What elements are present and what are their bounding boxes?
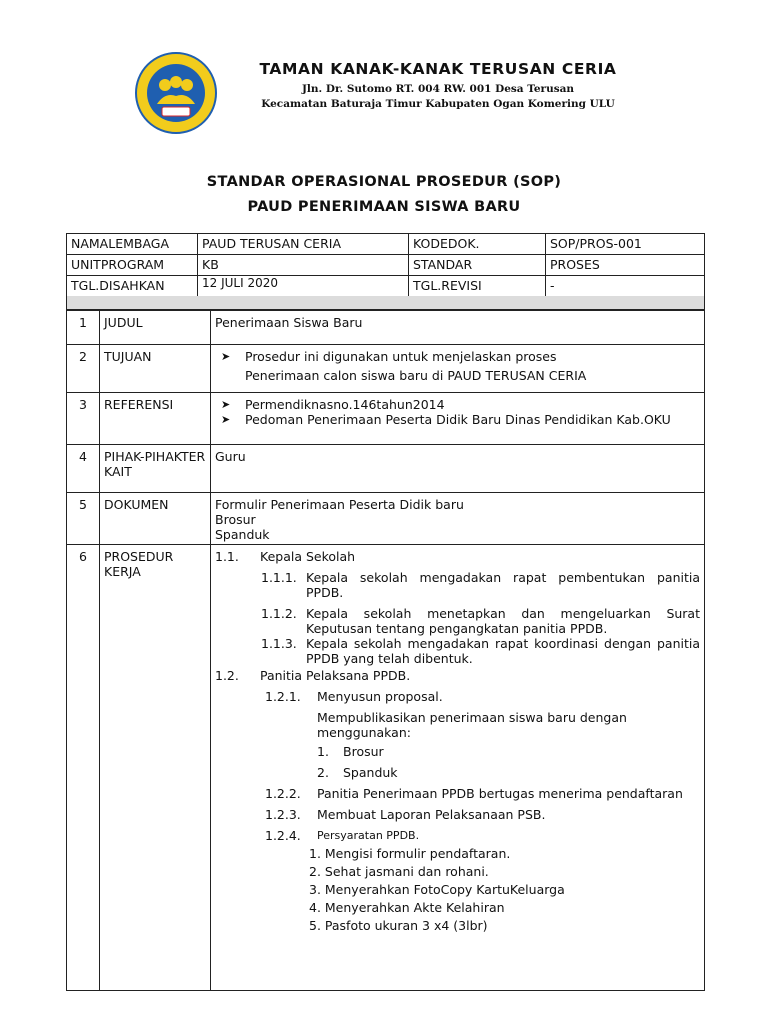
address-line-1: Jln. Dr. Sutomo RT. 004 RW. 001 Desa Terusan — [301, 83, 575, 95]
step-1-1-2: 1.1.2. Kepala sekolah menetapkan dan mengeluarkan Surat Keputusan tentang pengangkatan panitia PPDB. — [261, 606, 700, 636]
list-item: 2. Spanduk — [317, 765, 398, 780]
row-number: 5 — [67, 493, 100, 545]
step-1-2-4: 1.2.4. Persyaratan PPDB. — [265, 828, 420, 843]
table-cell: TGL.REVISI — [409, 276, 546, 297]
school-name: TAMAN KANAK-KANAK TERUSAN CERIA — [259, 60, 617, 78]
row-label: TUJUAN — [100, 345, 211, 393]
step-1-2-3: 1.2.3. Membuat Laporan Pelaksanaan PSB. — [265, 807, 546, 822]
list-item: 2. Sehat jasmani dan rohani. — [309, 864, 489, 879]
row-content — [211, 545, 705, 991]
step-1-1: 1.1. Kepala Sekolah — [215, 549, 356, 564]
table-cell: KB — [198, 255, 409, 276]
step-1-2-1-extra: Mempublikasikan penerimaan siswa baru dengan menggunakan: — [317, 710, 627, 740]
list-item: Spanduk — [215, 527, 270, 542]
row-number: 2 — [67, 345, 100, 393]
table-row — [67, 345, 705, 393]
list-item: 4. Menyerahkan Akte Kelahiran — [309, 900, 505, 915]
table-cell: TGL.DISAHKAN — [67, 276, 198, 297]
list-item: Brosur — [215, 512, 256, 527]
table-row — [67, 445, 705, 493]
table-cell: PROSES — [546, 255, 705, 276]
table-cell: UNITPROGRAM — [67, 255, 198, 276]
row-number: 4 — [67, 445, 100, 493]
row-content: Penerimaan Siswa Baru — [211, 311, 705, 345]
table-cell: 12 JULI 2020 — [198, 276, 409, 297]
grey-separator — [66, 296, 705, 310]
address-line-2: Kecamatan Baturaja Timur Kabupaten Ogan Komering ULU — [261, 98, 615, 110]
requirements-list — [215, 845, 700, 935]
table-row — [67, 393, 705, 445]
row-label: PROSEDUR KERJA — [100, 545, 211, 991]
step-1-2-2: 1.2.2. Panitia Penerimaan PPDB bertugas menerima pendaftaran — [265, 786, 683, 801]
table-cell: PAUD TERUSAN CERIA — [198, 234, 409, 255]
table-cell: KODEDOK. — [409, 234, 546, 255]
row-number: 6 — [67, 545, 100, 991]
row-label: PIHAK-PIHAKTERKAIT — [100, 445, 211, 493]
list-item: 1. Mengisi formulir pendaftaran. — [309, 846, 511, 861]
tujuan-text: Prosedur ini digunakan untuk menjelaskan proses Penerimaan calon siswa baru di PAUD TERUSAN CERIA — [245, 349, 587, 383]
list-item — [215, 349, 700, 383]
sop-table — [66, 310, 705, 991]
arrow-bullet-icon: ➤ — [221, 350, 231, 363]
table-cell: SOP/PROS-001 — [546, 234, 705, 255]
arrow-bullet-icon: ➤ — [221, 413, 231, 426]
table-row — [67, 234, 705, 255]
step-1-1-1: 1.1.1. Kepala sekolah mengadakan rapat pembentukan panitia PPDB. — [261, 570, 700, 600]
list-item: 3. Menyerahkan FotoCopy KartuKeluarga — [309, 882, 565, 897]
list-item: 1. Brosur — [317, 744, 384, 759]
row-content: Guru — [211, 445, 705, 493]
table-row — [67, 255, 705, 276]
step-1-2: 1.2. Panitia Pelaksana PPDB. — [215, 668, 411, 683]
table-row — [67, 545, 705, 991]
list-item: Formulir Penerimaan Peserta Didik baru — [215, 497, 464, 512]
row-content — [211, 345, 705, 393]
document-subtitle: PAUD PENERIMAAN SISWA BARU — [247, 199, 521, 215]
table-row — [67, 276, 705, 297]
paud-logo — [135, 52, 217, 134]
table-cell: NAMALEMBAGA — [67, 234, 198, 255]
arrow-bullet-icon: ➤ — [221, 398, 231, 411]
row-content — [211, 493, 705, 545]
step-1-2-1: 1.2.1. Menyusun proposal. — [265, 689, 443, 704]
row-label: REFERENSI — [100, 393, 211, 445]
row-label: DOKUMEN — [100, 493, 211, 545]
list-item: 5. Pasfoto ukuran 3 x4 (3lbr) — [309, 918, 488, 933]
document-title: STANDAR OPERASIONAL PROSEDUR (SOP) — [206, 174, 562, 190]
table-cell: STANDAR — [409, 255, 546, 276]
table-cell: - — [546, 276, 705, 297]
table-row — [67, 311, 705, 345]
row-number: 1 — [67, 311, 100, 345]
row-number: 3 — [67, 393, 100, 445]
list-item: ➤ Permendiknasno.146tahun2014 — [215, 397, 700, 412]
table-row — [67, 493, 705, 545]
header-table — [66, 233, 705, 297]
list-item: ➤ Pedoman Penerimaan Peserta Didik Baru Dinas Pendidikan Kab.OKU — [215, 412, 700, 427]
row-label: JUDUL — [100, 311, 211, 345]
row-content — [211, 393, 705, 445]
step-1-1-3: 1.1.3. Kepala sekolah mengadakan rapat koordinasi dengan panitia PPDB yang telah dibentuk. — [261, 636, 700, 666]
